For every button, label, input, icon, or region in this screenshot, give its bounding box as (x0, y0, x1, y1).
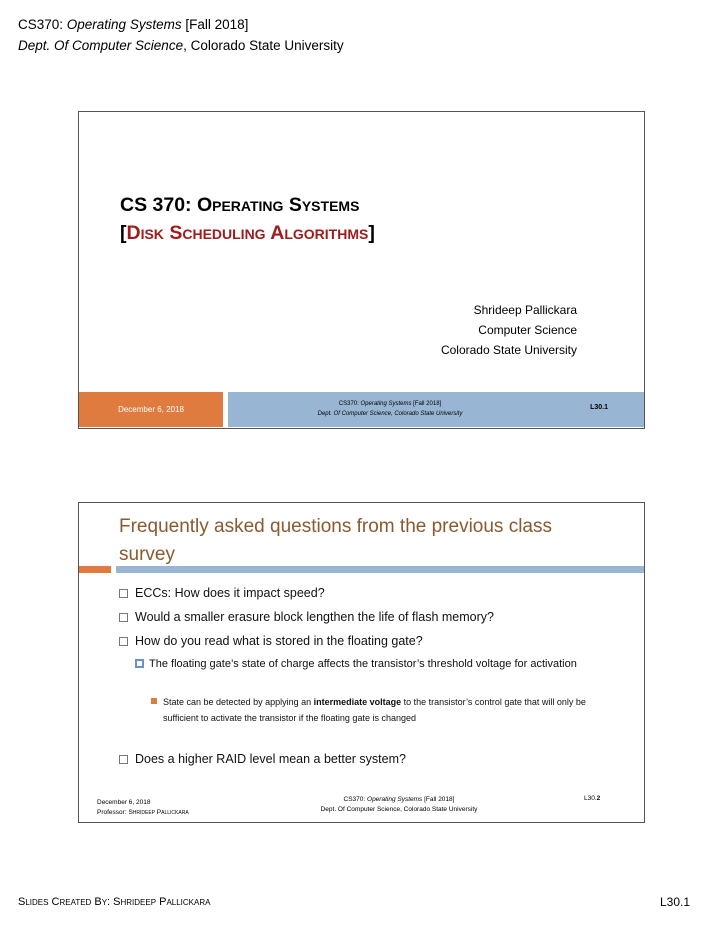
page-header (18, 14, 344, 56)
footer-course-name: Operating Systems (360, 401, 412, 407)
footer-number-prefix: L30. (584, 795, 597, 802)
header-course-line (18, 14, 344, 35)
slide2-title-bar-blue (116, 566, 644, 573)
subsub-text-bold: intermediate voltage (313, 697, 402, 707)
bullet-raid (119, 751, 406, 767)
page-footer-number: L30.1 (659, 895, 690, 909)
footer-number-suffix: 2 (596, 795, 601, 802)
slide1-subtitle (120, 219, 375, 247)
slide2-footer-course (299, 795, 499, 805)
bullet-text: ECCs: How does it impact speed? (135, 586, 325, 600)
subtitle-text: Disk Scheduling Algorithms (126, 222, 369, 244)
slide1-footer-date: December 6, 2018 (79, 392, 223, 427)
slide1-footer-number: L30.1 (590, 404, 608, 411)
header-course-name: Operating Systems (66, 17, 182, 32)
subtitle-open-bracket: [ (120, 222, 127, 244)
bullet-ecc (119, 585, 325, 601)
subsub-bullet-text (163, 694, 621, 726)
slide-2 (78, 502, 645, 823)
footer-term: [Fall 2018] (422, 796, 455, 803)
subtitle-close-bracket: ] (368, 222, 375, 244)
bullet-floating-gate (119, 633, 423, 649)
professor-name: Shrideep Pallickara (128, 809, 189, 816)
slide1-title: CS 370: Operating Systems (120, 194, 360, 216)
subsub-bullet-detection (151, 694, 621, 726)
slide1-footer-dept: Dept. Of Computer Science, Colorado State University (317, 411, 463, 417)
footer-course-code: CS370: (338, 401, 361, 407)
footer-course-name: Operating Systems (367, 796, 423, 803)
slide2-title-bar-orange (79, 566, 111, 573)
slide2-footer-professor (97, 808, 189, 818)
slide1-footer-bar (228, 392, 644, 427)
subsub-text-a: State can be detected by applying an (163, 697, 314, 707)
author-department: Computer Science (478, 323, 577, 337)
bullet-erasure-block (119, 609, 494, 625)
footer-term: [Fall 2018] (411, 401, 442, 407)
header-dept-line (18, 35, 344, 56)
sub-bullet-charge (135, 655, 625, 673)
professor-label: Professor: (97, 809, 129, 816)
bullet-text: Would a smaller erasure block lengthen the life of flash memory? (135, 610, 494, 624)
slide2-footer-mid (299, 795, 499, 815)
slide2-title: Frequently asked questions from the previous class survey (119, 516, 552, 565)
slide2-footer-number (584, 795, 600, 802)
subsub-text-b: to the transistor’s control gate that will only be sufficient to activate the transistor if the floating gate is changed (163, 697, 586, 723)
header-term: [Fall 2018] (181, 17, 249, 32)
author-university: Colorado State University (440, 343, 577, 357)
bullet-text: Does a higher RAID level mean a better system? (135, 752, 406, 766)
bullet-text: How do you read what is stored in the floating gate? (135, 634, 423, 648)
header-dept: Dept. Of Computer Science (18, 38, 184, 53)
slide-1 (78, 111, 645, 429)
slide2-footer-dept: Dept. Of Computer Science, Colorado State University (320, 806, 478, 813)
header-course-code: CS370: (18, 17, 67, 32)
slide1-author-block (441, 300, 577, 360)
footer-course-code: CS370: (343, 796, 368, 803)
sub-bullet-text: The floating gate’s state of charge affects the transistor’s threshold voltage for activation (149, 658, 577, 670)
slide1-footer-course (228, 399, 552, 409)
slide2-footer-left (97, 798, 189, 818)
author-name: Shrideep Pallickara (473, 303, 577, 317)
page-footer-credit: Slides Created By: Shrideep Pallickara (18, 896, 211, 908)
slide2-footer-date: December 6, 2018 (97, 799, 151, 806)
header-university: , Colorado State University (183, 38, 344, 53)
